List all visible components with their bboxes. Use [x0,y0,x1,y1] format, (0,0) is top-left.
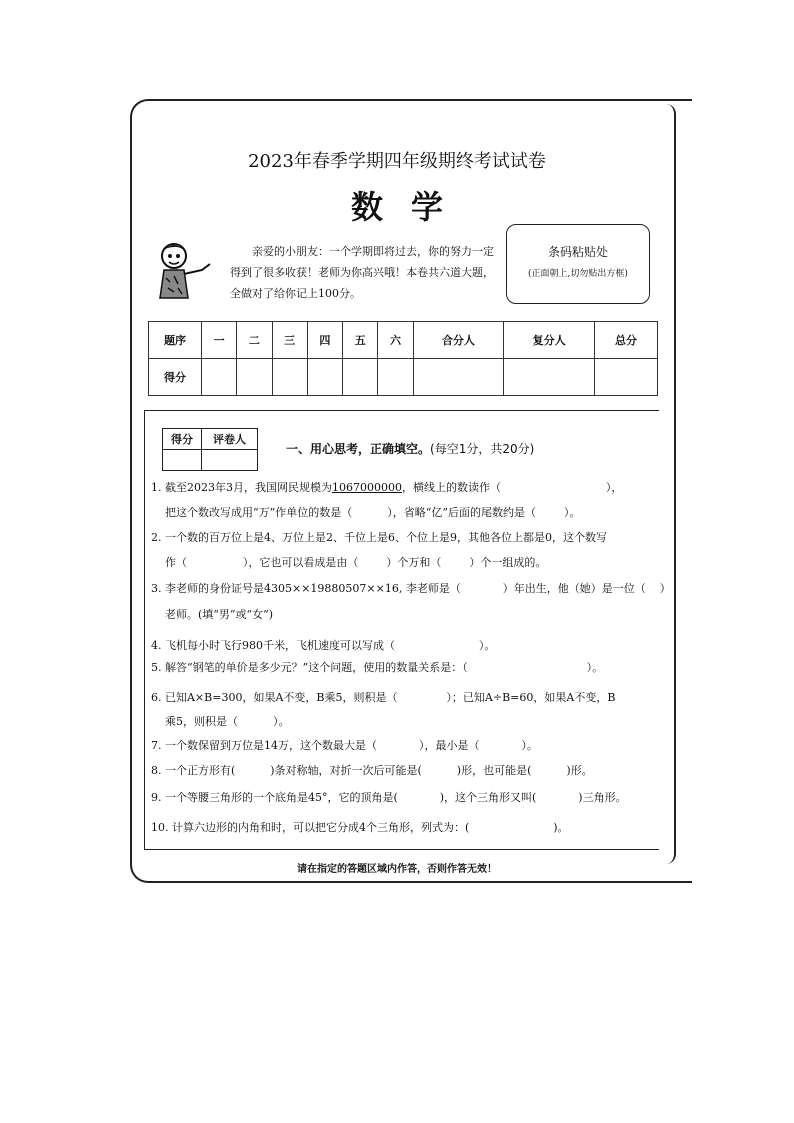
question-2: 2. 一个数的百万位上是4、万位上是2、千位上是6、个位上是9，其他各位上都是0，这个数写 [151,531,607,544]
section-grader-cell[interactable] [201,450,257,471]
barcode-area [506,224,650,304]
question-10: 10. 计算六边形的内角和时，可以把它分成4个三角形，列式为：( )。 [151,821,569,834]
score-header-cell: 四 [307,322,342,359]
score-header-cell: 二 [237,322,272,359]
underlined-number: 1067000000 [331,481,402,494]
score-row-label: 得分 [149,359,202,396]
score-table [148,321,658,396]
section-score-label: 得分 [163,429,202,450]
question-3: 3. 李老师的身份证号是4305××19880507××16, 李老师是（ ）年出生，他（她）是一位（ ） [151,582,671,595]
question-4: 4. 飞机每小时飞行980千米，飞机速度可以写成（ ）。 [151,639,496,652]
question-6-line-2: 乘5，则积是（ ）。 [151,715,290,728]
question-5: 5. 解答“钢笔的单价是多少元？”这个问题，使用的数量关系是：（ ）。 [151,661,604,674]
exam-title: 2023年春季学期四年级期终考试试卷 [248,151,546,172]
question-text: ，横线上的数读作（ ）， [401,481,623,494]
question-text: 1. 截至2023年3月，我国网民规模为 [151,481,332,494]
score-header-cell: 总分 [594,322,657,359]
footer-warning: 请在指定的答题区域内作答，否则作答无效！ [297,864,497,875]
section-box [144,410,659,850]
score-input-cell[interactable] [504,359,595,396]
question-6: 6. 已知A×B=300，如果A不变，B乘5，则积是（ ）；已知A÷B=60，如果A不变，B [151,691,616,704]
question-2-line-2: 作（ ），它也可以看成是由（ ）个万和（ ）个一组成的。 [151,556,547,569]
score-input-cell[interactable] [378,359,413,396]
section-score-cell[interactable] [163,450,202,471]
score-header-cell: 一 [202,322,237,359]
score-header-cell: 五 [343,322,378,359]
score-input-cell[interactable] [307,359,342,396]
score-header-cell: 复分人 [504,322,595,359]
score-header-cell: 题序 [149,322,202,359]
question-8: 8. 一个正方形有( )条对称轴，对折一次后可能是( )形，也可能是( )形。 [151,764,593,777]
score-header-cell: 六 [378,322,413,359]
barcode-title: 条码粘贴处 [547,245,608,259]
score-header-cell: 合分人 [413,322,504,359]
score-header-cell: 三 [272,322,307,359]
question-1 [151,479,622,495]
score-table-score-row [149,359,658,396]
question-1-line-2: 把这个数改写成用“万”作单位的数是（ ），省略“亿”后面的尾数约是（ ）。 [151,506,581,519]
section-heading-title: 一、用心思考，正确填空。 [286,442,431,456]
score-input-cell[interactable] [202,359,237,396]
score-input-cell[interactable] [343,359,378,396]
score-table-header-row [149,322,658,359]
score-input-cell[interactable] [413,359,504,396]
score-input-cell[interactable] [237,359,272,396]
section-score-table [162,428,258,471]
question-7: 7. 一个数保留到万位是14万，这个数最大是（ ），最小是（ ）。 [151,739,538,752]
section-heading [286,440,534,457]
barcode-note: (正面朝上,切勿贴出方框) [528,269,628,279]
question-3-line-2: 老师。(填“男”或“女”) [151,608,274,621]
section-heading-note: (每空1分，共20分) [430,442,535,456]
intro-text: 亲爱的小朋友：一个学期即将过去，你的努力一定得到了很多收获！老师为你高兴哦！本卷共六道大题，全做对了给你记上100分。 [230,245,494,300]
score-input-cell[interactable] [594,359,657,396]
question-9: 9. 一个等腰三角形的一个底角是45°，它的顶角是( )，这个三角形又叫( )三角形。 [151,791,627,804]
subject-title: 数学 [350,188,471,226]
section-grader-label: 评卷人 [201,429,257,450]
teacher-cartoon-icon [152,240,216,300]
score-input-cell[interactable] [272,359,307,396]
